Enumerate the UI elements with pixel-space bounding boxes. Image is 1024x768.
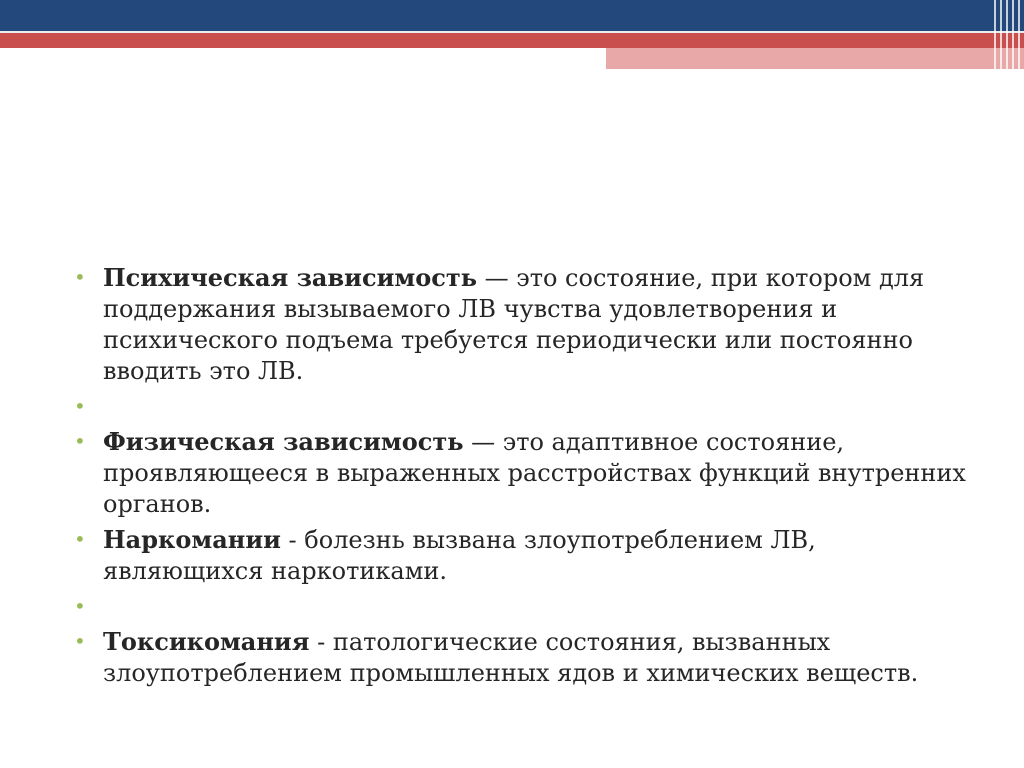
list-item <box>74 262 974 387</box>
list-item-text: — это адаптивное состояние, проявляющееся в выраженных расстройствах функций внутренних органов. <box>103 428 966 518</box>
bullet-icon: • <box>74 394 86 418</box>
bullet-icon: • <box>74 629 86 653</box>
header-pink-band <box>606 48 1024 69</box>
list-item <box>74 426 974 520</box>
list-item <box>74 626 974 689</box>
list-item-term: Психическая зависимость <box>103 263 477 292</box>
list-item-empty <box>74 591 974 622</box>
list-item-text: - патологические состояния, вызванных злоупотреблением промышленных ядов и химических веществ. <box>103 628 919 687</box>
bullet-icon: • <box>74 594 86 618</box>
header-stripes-decoration <box>990 0 1024 69</box>
header-divider-line-lower <box>0 48 606 50</box>
list-item-term: Физическая зависимость <box>103 427 464 456</box>
header-red-band <box>0 33 1024 48</box>
bullet-icon: • <box>74 527 86 551</box>
header-divider-line <box>0 31 1024 33</box>
list-item <box>74 524 974 587</box>
list-item-text: - болезнь вызвана злоупотреблением ЛВ, являющихся наркотиками. <box>103 526 816 585</box>
bullet-list <box>74 262 974 689</box>
list-item-term: Наркомании <box>103 525 281 554</box>
bullet-icon: • <box>74 429 86 453</box>
bullet-icon: • <box>74 265 86 289</box>
header-blue-band <box>0 0 1024 33</box>
list-item-text: — это состояние, при котором для поддержания вызываемого ЛВ чувства удовлетворения и психического подъема требуется периодически или постоянно вводить это ЛВ. <box>103 264 925 385</box>
list-item-term: Токсикомания <box>103 627 310 656</box>
list-item-empty <box>74 391 974 422</box>
